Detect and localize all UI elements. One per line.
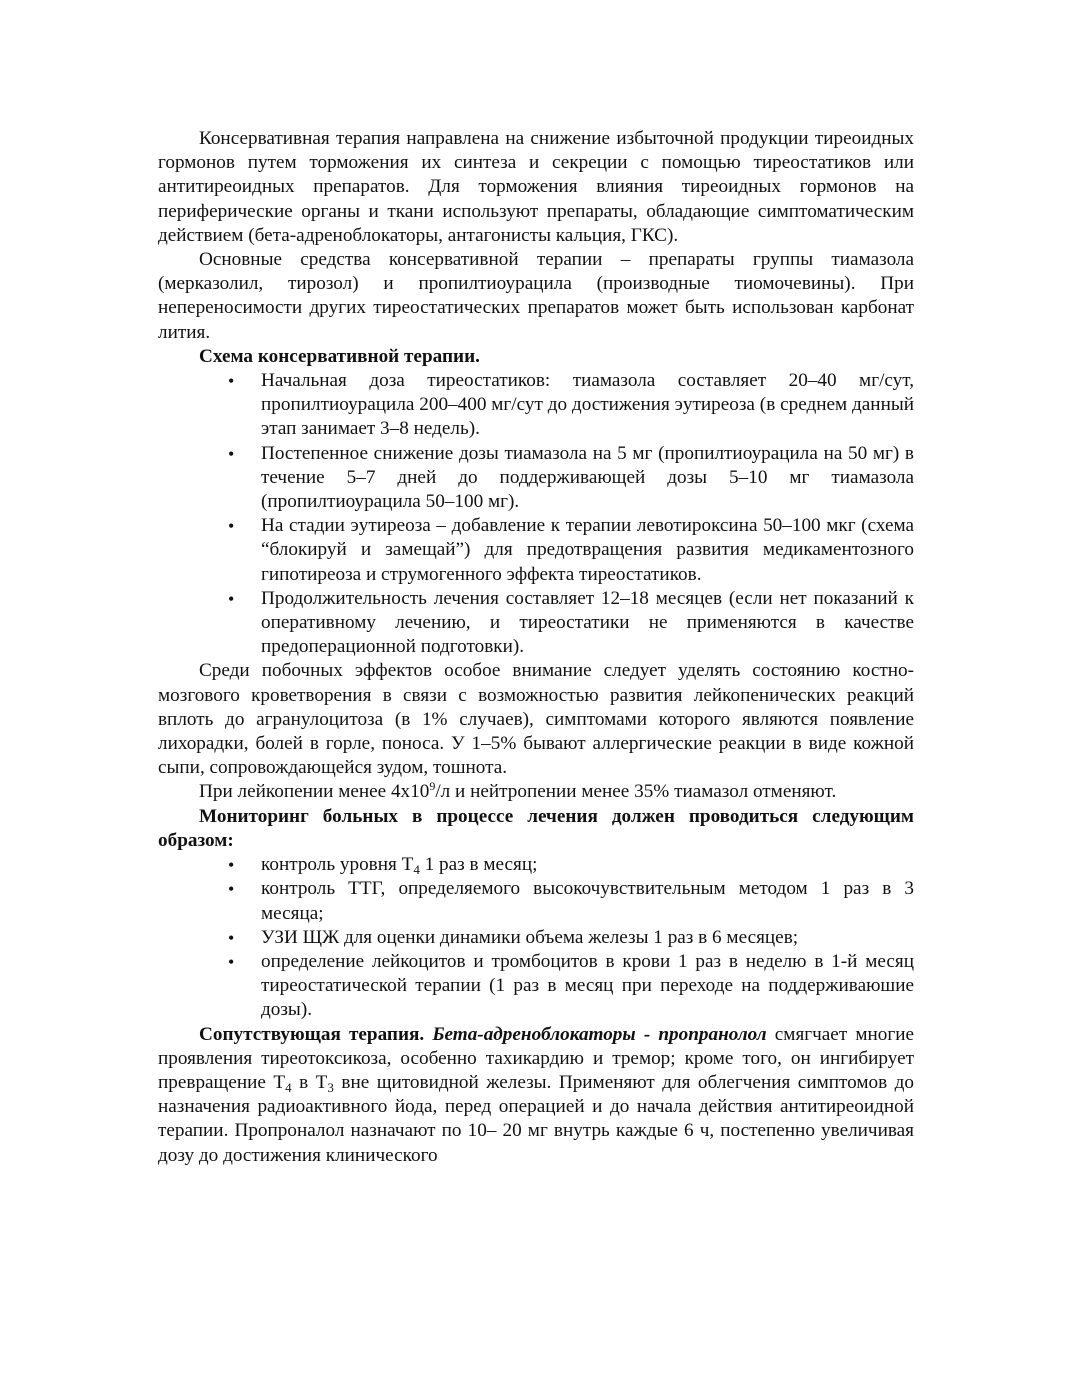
leukopenia-text-start: При лейкопении менее 4х10 xyxy=(199,781,430,803)
bullet-icon: • xyxy=(228,443,235,464)
bullet-icon: • xyxy=(228,516,235,537)
scheme-list xyxy=(158,369,914,659)
list-item-text: Начальная доза тиреостатиков: тиамазола составляет 20–40 мг/сут, пропилтиоурацила 200–400 мг/сут до достижения эутиреоза (в среднем данный этап занимает 3–8 недель). xyxy=(261,370,914,440)
concomitant-text-3: вне щитовидной железы. Применяют для облегчения симптомов до назначения радиоактивного йода, перед операцией и до начала действия антитиреоидной терапии. Пропроналол назначают по 10– 20 мг внутрь каждые 6 ч, постепенно увеличивая дозу до достижения клинического xyxy=(158,1071,915,1166)
list-item xyxy=(228,877,914,925)
list-item-text: Постепенное снижение дозы тиамазола на 5 мг (пропилтиоурацила на 50 мг) в течение 5–7 дней до поддерживающей дозы 5–10 мг тиамазола (пропилтиоурацила 50–100 мг). xyxy=(261,442,914,513)
bullet-icon: • xyxy=(228,951,235,972)
leukopenia-text-end: /л и нейтропении менее 35% тиамазол отменяют. xyxy=(435,781,837,803)
list-item xyxy=(228,587,914,660)
list-item-text: На стадии эутиреоза – добавление к терапии левотироксина 50–100 мкг (схема “блокируй и замещай”) для предотвращения развития медикаментозного гипотиреоза и струмогенного эффекта тиреостатиков. xyxy=(261,515,914,585)
monitoring-heading: Мониторинг больных в процессе лечения должен проводиться следующим образом: xyxy=(158,805,914,851)
list-item xyxy=(228,514,914,587)
paragraph-side-effects: Среди побочных эффектов особое внимание следует уделять состоянию костно-мозгового кроветворения в связи с возможностью развития лейкопенических реакций вплоть до агранулоцитоза (в 1% случаев), симптомами которого являются появление лихорадки, болей в горле, поноса. У 1–5% бывают аллергические реакции в виде кожной сыпи, сопровождающейся зудом, тошнота. xyxy=(158,660,914,779)
paragraph-concomitant-therapy xyxy=(158,1023,914,1168)
document-page xyxy=(158,127,914,1168)
t4-label: контроль уровня Т xyxy=(261,854,414,876)
list-item-text: Продолжительность лечения составляет 12–18 месяцев (если нет показаний к оперативному лечению, и тиреостатики не применяются в качестве предоперационной подготовки). xyxy=(261,587,914,658)
concomitant-text-2: в Т xyxy=(291,1071,328,1093)
paragraph-conservative-therapy: Консервативная терапия направлена на снижение избыточной продукции тиреоидных гормонов путем торможения их синтеза и секреции с помощью тиреостатиков или антитиреоидных препаратов. Для торможения влияния тиреоидных гормонов на периферические органы и ткани используют препараты, обладающие симптоматическим действием (бета-адреноблокаторы, антагонисты кальция, ГКС). xyxy=(158,128,914,246)
bullet-icon: • xyxy=(228,371,235,392)
concomitant-text-1: смягчает многие проявления тиреотоксикоза, особенно тахикардию и тремор; кроме того, он ингибирует превращение Т xyxy=(158,1023,914,1093)
bullet-icon: • xyxy=(228,855,235,876)
list-item xyxy=(228,950,914,1023)
monitoring-list xyxy=(158,853,914,1022)
bullet-icon: • xyxy=(228,879,235,900)
bullet-icon: • xyxy=(228,927,235,948)
t4-frequency: 1 раз в месяц; xyxy=(419,854,538,876)
leukopenia-exponent: 9 xyxy=(429,779,436,794)
concomitant-drug: Бета-адреноблокаторы - пропранолол xyxy=(432,1023,767,1045)
t4-subscript: 4 xyxy=(285,1079,292,1095)
t4-subscript: 4 xyxy=(413,862,420,878)
list-item xyxy=(228,853,914,878)
list-item xyxy=(228,926,914,950)
scheme-heading: Схема консервативной терапии. xyxy=(199,345,480,367)
t3-subscript: 3 xyxy=(327,1079,334,1095)
list-item xyxy=(228,369,914,442)
list-item xyxy=(228,442,914,515)
list-item-text: контроль ТТГ, определяемого высокочувствительным методом 1 раз в 3 месяца; xyxy=(261,878,914,924)
bullet-icon: • xyxy=(228,588,235,609)
paragraph-leukopenia xyxy=(158,780,914,804)
concomitant-label: Сопутствующая терапия. xyxy=(199,1023,425,1045)
list-item-text: определение лейкоцитов и тромбоцитов в крови 1 раз в неделю в 1-й месяц тиреостатической терапии (1 раз в месяц при переходе на поддерживаюшие дозы). xyxy=(261,950,914,1021)
list-item-text: УЗИ ЩЖ для оценки динамики объема железы 1 раз в 6 месяцев; xyxy=(261,926,799,948)
paragraph-main-drugs: Основные средства консервативной терапии – препараты группы тиамазола (мерказолил, тирозол) и пропилтиоурацила (производные тиомочевины). При непереносимости других тиреостатических препаратов может быть использован карбонат лития. xyxy=(158,249,914,343)
list-item-text xyxy=(261,854,538,878)
